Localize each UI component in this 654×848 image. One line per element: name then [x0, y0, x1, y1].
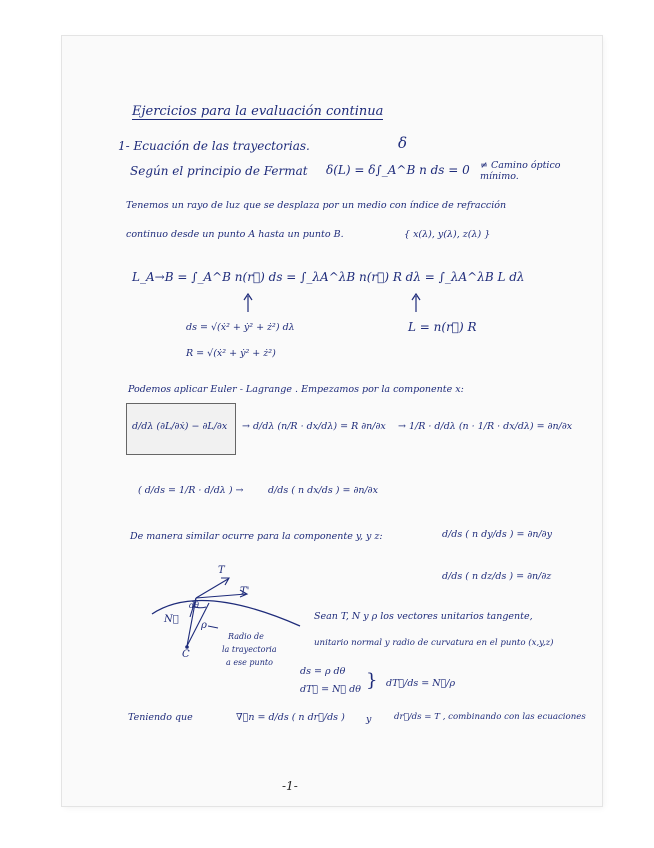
radius-note-2: la trayectoria	[222, 645, 277, 654]
euler-lagrange-text: Podemos aplicar Euler - Lagrange . Empezamos por la componente x:	[128, 384, 464, 395]
label-C: C	[182, 649, 190, 660]
dT-ds-equation: dT⃗/ds = N⃗/ρ	[386, 678, 456, 689]
label-dtheta: dθ	[189, 601, 199, 610]
arc-length-derivative: ( d/ds = 1/R · d/dλ ) →	[138, 485, 244, 496]
brace: }	[366, 670, 378, 691]
euler-lagrange-expression: d/dλ (∂L/∂ẋ) − ∂L/∂x	[132, 421, 228, 432]
radius-note-1: Radio de	[228, 632, 264, 641]
dT-N-dtheta: dT⃗ = N⃗ dθ	[300, 684, 361, 695]
optical-path-equation: L_A→B = ∫_A^B n(r⃗) ds = ∫_λA^λB n(r⃗) R dλ = ∫_λA^λB L dλ	[132, 270, 525, 284]
y-component-equation: d/ds ( n dy/ds ) = ∂n/∂y	[442, 529, 552, 540]
ds-rho-dtheta: ds = ρ dθ	[300, 666, 346, 677]
similar-text: De manera similar ocurre para la componente y, y z:	[130, 531, 383, 542]
fermat-equation: δ(L) = δ∫_A^B n ds = 0	[326, 163, 470, 177]
dr-ds-equation: dr⃗/ds = T , combinando con las ecuaciones	[394, 712, 586, 722]
label-T: T	[218, 565, 225, 576]
sean-text-1: Sean T, N y ρ los vectores unitarios tangente,	[314, 611, 533, 622]
x-component-equation: d/ds ( n dx/ds ) = ∂n/∂x	[268, 485, 378, 496]
euler-step-2: → 1/R · d/dλ (n · 1/R · dx/dλ) = ∂n/∂x	[398, 421, 573, 432]
page-number: -1-	[282, 779, 298, 793]
label-N: N⃗	[164, 614, 179, 625]
teniendo-text: Teniendo que	[128, 712, 193, 723]
label-T-prime: T'	[240, 586, 250, 597]
euler-step-1: → d/dλ (n/R · dx/dλ) = R ∂n/∂x	[242, 421, 386, 432]
text-continuo: continuo desde un punto A hasta un punto B.	[126, 229, 344, 240]
fermat-label: Según el principio de Fermat	[130, 164, 308, 178]
page-title: Ejercicios para la evaluación continua	[132, 104, 384, 119]
camino-note: ≠ Camino óptico mínimo.	[480, 160, 561, 182]
radius-note-3: a ese punto	[226, 658, 273, 667]
R-definition: R = √(ẋ² + ẏ² + ż²)	[186, 348, 276, 359]
z-component-equation: d/ds ( n dz/ds ) = ∂n/∂z	[442, 571, 552, 582]
L-definition: L = n(r⃗) R	[408, 320, 477, 334]
section-heading: 1- Ecuación de las trayectorias.	[118, 139, 310, 153]
ds-definition: ds = √(ẋ² + ẏ² + ż²) dλ	[186, 322, 295, 333]
label-rho: ρ	[201, 620, 207, 631]
grad-n-equation: ∇⃗n = d/ds ( n dr⃗/ds )	[236, 712, 345, 723]
y-word: y	[366, 714, 372, 725]
param-set: { x(λ), y(λ), z(λ) }	[404, 229, 491, 240]
sean-text-2: unitario normal y radio de curvatura en el punto (x,y,z)	[314, 638, 554, 648]
text-tenemos: Tenemos un rayo de luz que se desplaza por un medio con índice de refracción	[126, 200, 507, 211]
delta-symbol: δ	[398, 134, 408, 152]
